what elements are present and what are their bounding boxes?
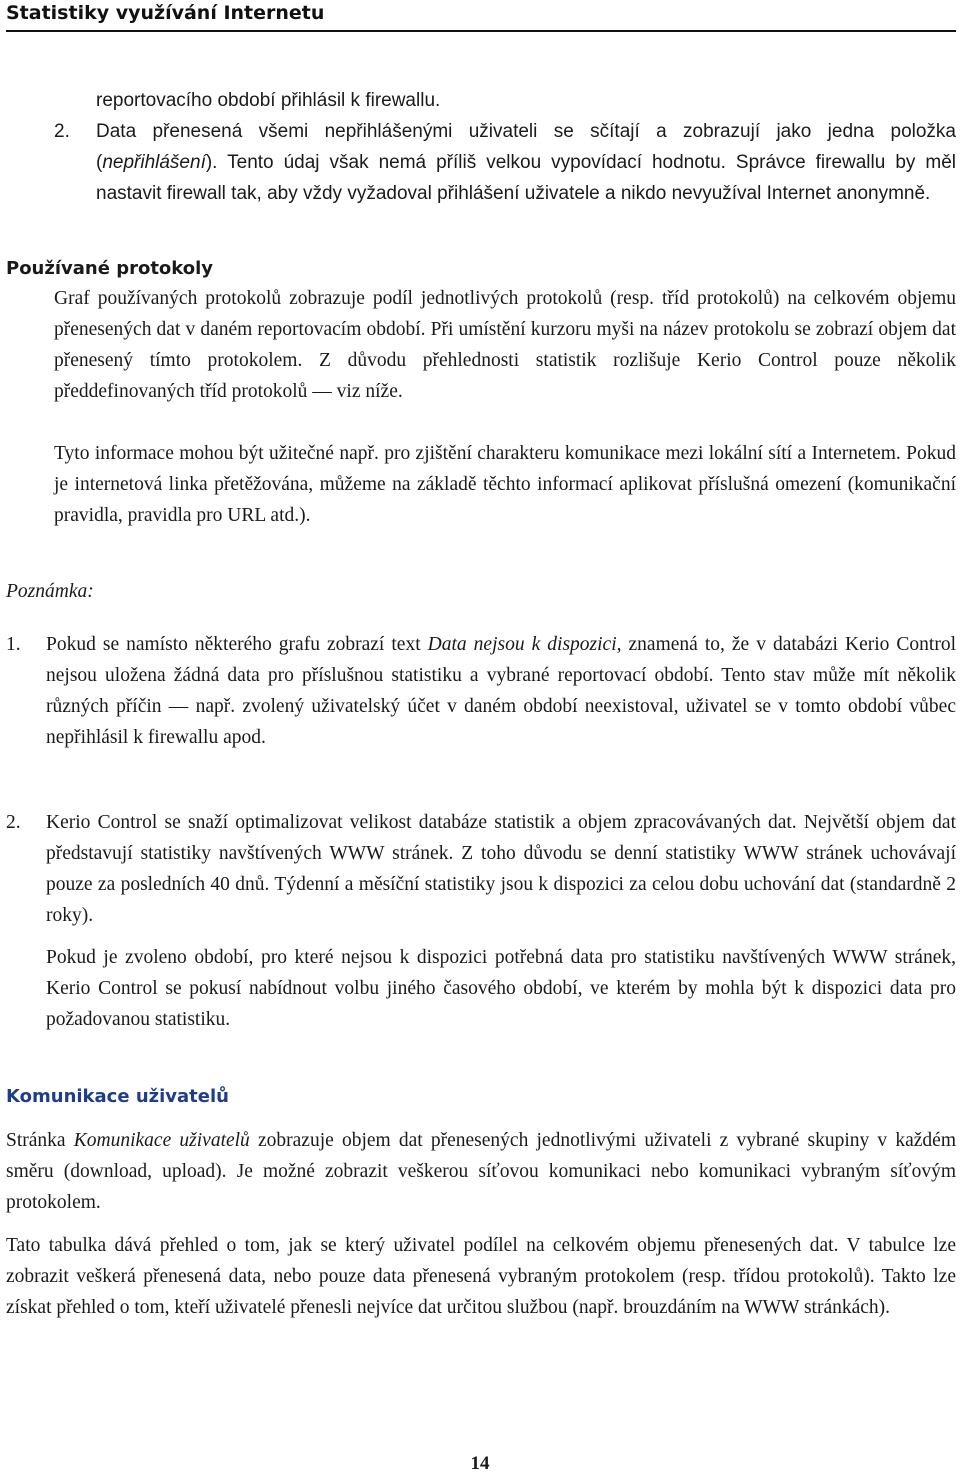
note-item-1-number: 1. [6, 634, 21, 655]
page-number: 14 [470, 1453, 490, 1474]
note-label: Poznámka: [6, 581, 94, 602]
note-item-1-text: Pokud se namísto některého grafu zobrazí text Data nejsou k dispozici, znamená to, že v databázi Kerio Control nejsou uložena žádná data pro příslušnou statistiku a vybrané reportovací období. Tento stav může mít několik různých příčin — např. zvolený uživatelský účet v daném období neexistoval, uživatel se v tomto období vůbec nepřihlásil k firewallu apod. [46, 634, 956, 748]
users-paragraph-2: Tato tabulka dává přehled o tom, jak se který uživatel podílel na celkovém objemu přenesených dat. V tabulce lze zobrazit veškerá přenesená data, nebo pouze data přenesená vybraným protokolem (resp. třídou protokolů). Takto lze získat přehled o tom, kteří uživatelé přenesli nejvíce dat určitou službou (např. brouzdáním na WWW stránkách). [6, 1235, 956, 1318]
note-item-2-paragraph-1: Kerio Control se snaží optimalizovat velikost databáze statistik a objem zpracovávaných dat. Největší objem dat představují statistiky navštívených WWW stránek. Z toho důvodu se denní statistiky WWW stránek uchovávají pouze za posledních 40 dnů. Týdenní a měsíční statistiky jsou k dispozici za celou dobu uchování dat (standardně 2 roky). [46, 812, 956, 926]
list-item-1-continuation: reportovacího období přihlásil k firewallu. [96, 90, 441, 111]
running-header: Statistiky využívání Internetu [6, 0, 956, 32]
list-item-2-number: 2. [54, 121, 70, 142]
users-paragraph-1: Stránka Komunikace uživatelů zobrazuje objem dat přenesených jednotlivými uživateli z vybrané skupiny v každém směru (download, upload). Je možné zobrazit veškerou síťovou komunikaci nebo komunikaci vybraným síťovým protokolem. [6, 1130, 956, 1213]
section-heading-users: Komunikace uživatelů [6, 1086, 229, 1107]
section-heading-protocols: Používané protokoly [6, 258, 214, 279]
protocols-paragraph-1: Graf používaných protokolů zobrazuje podíl jednotlivých protokolů (resp. tříd protokolů) na celkovém objemu přenesených dat v daném reportovacím období. Při umístění kurzoru myši na název protokolu se zobrazí objem dat přenesený tímto protokolem. Z důvodu přehlednosti statistik rozlišuje Kerio Control pouze několik předdefinovaných tříd protokolů — viz níže. [54, 288, 956, 402]
note-item-2-number: 2. [6, 812, 21, 833]
list-item-2-text: Data přenesená všemi nepřihlášenými uživateli se sčítají a zobrazují jako jedna položka (nepřihlášení). Tento údaj však nemá příliš velkou vypovídací hodnotu. Správce firewallu by měl nastavit firewall tak, aby vždy vyžadoval přihlášení uživatele a nikdo nevyužíval Internet anonymně. [96, 121, 956, 204]
protocols-paragraph-2: Tyto informace mohou být užitečné např. pro zjištění charakteru komunikace mezi lokální sítí a Internetem. Pokud je internetová linka přetěžována, můžeme na základě těchto informací aplikovat příslušná omezení (komunikační pravidla, pravidla pro URL atd.). [54, 443, 956, 526]
note-item-2-paragraph-2: Pokud je zvoleno období, pro které nejsou k dispozici potřebná data pro statistiku navštívených WWW stránek, Kerio Control se pokusí nabídnout volbu jiného časového období, ve kterém by mohla být k dispozici data pro požadovanou statistiku. [46, 947, 956, 1030]
